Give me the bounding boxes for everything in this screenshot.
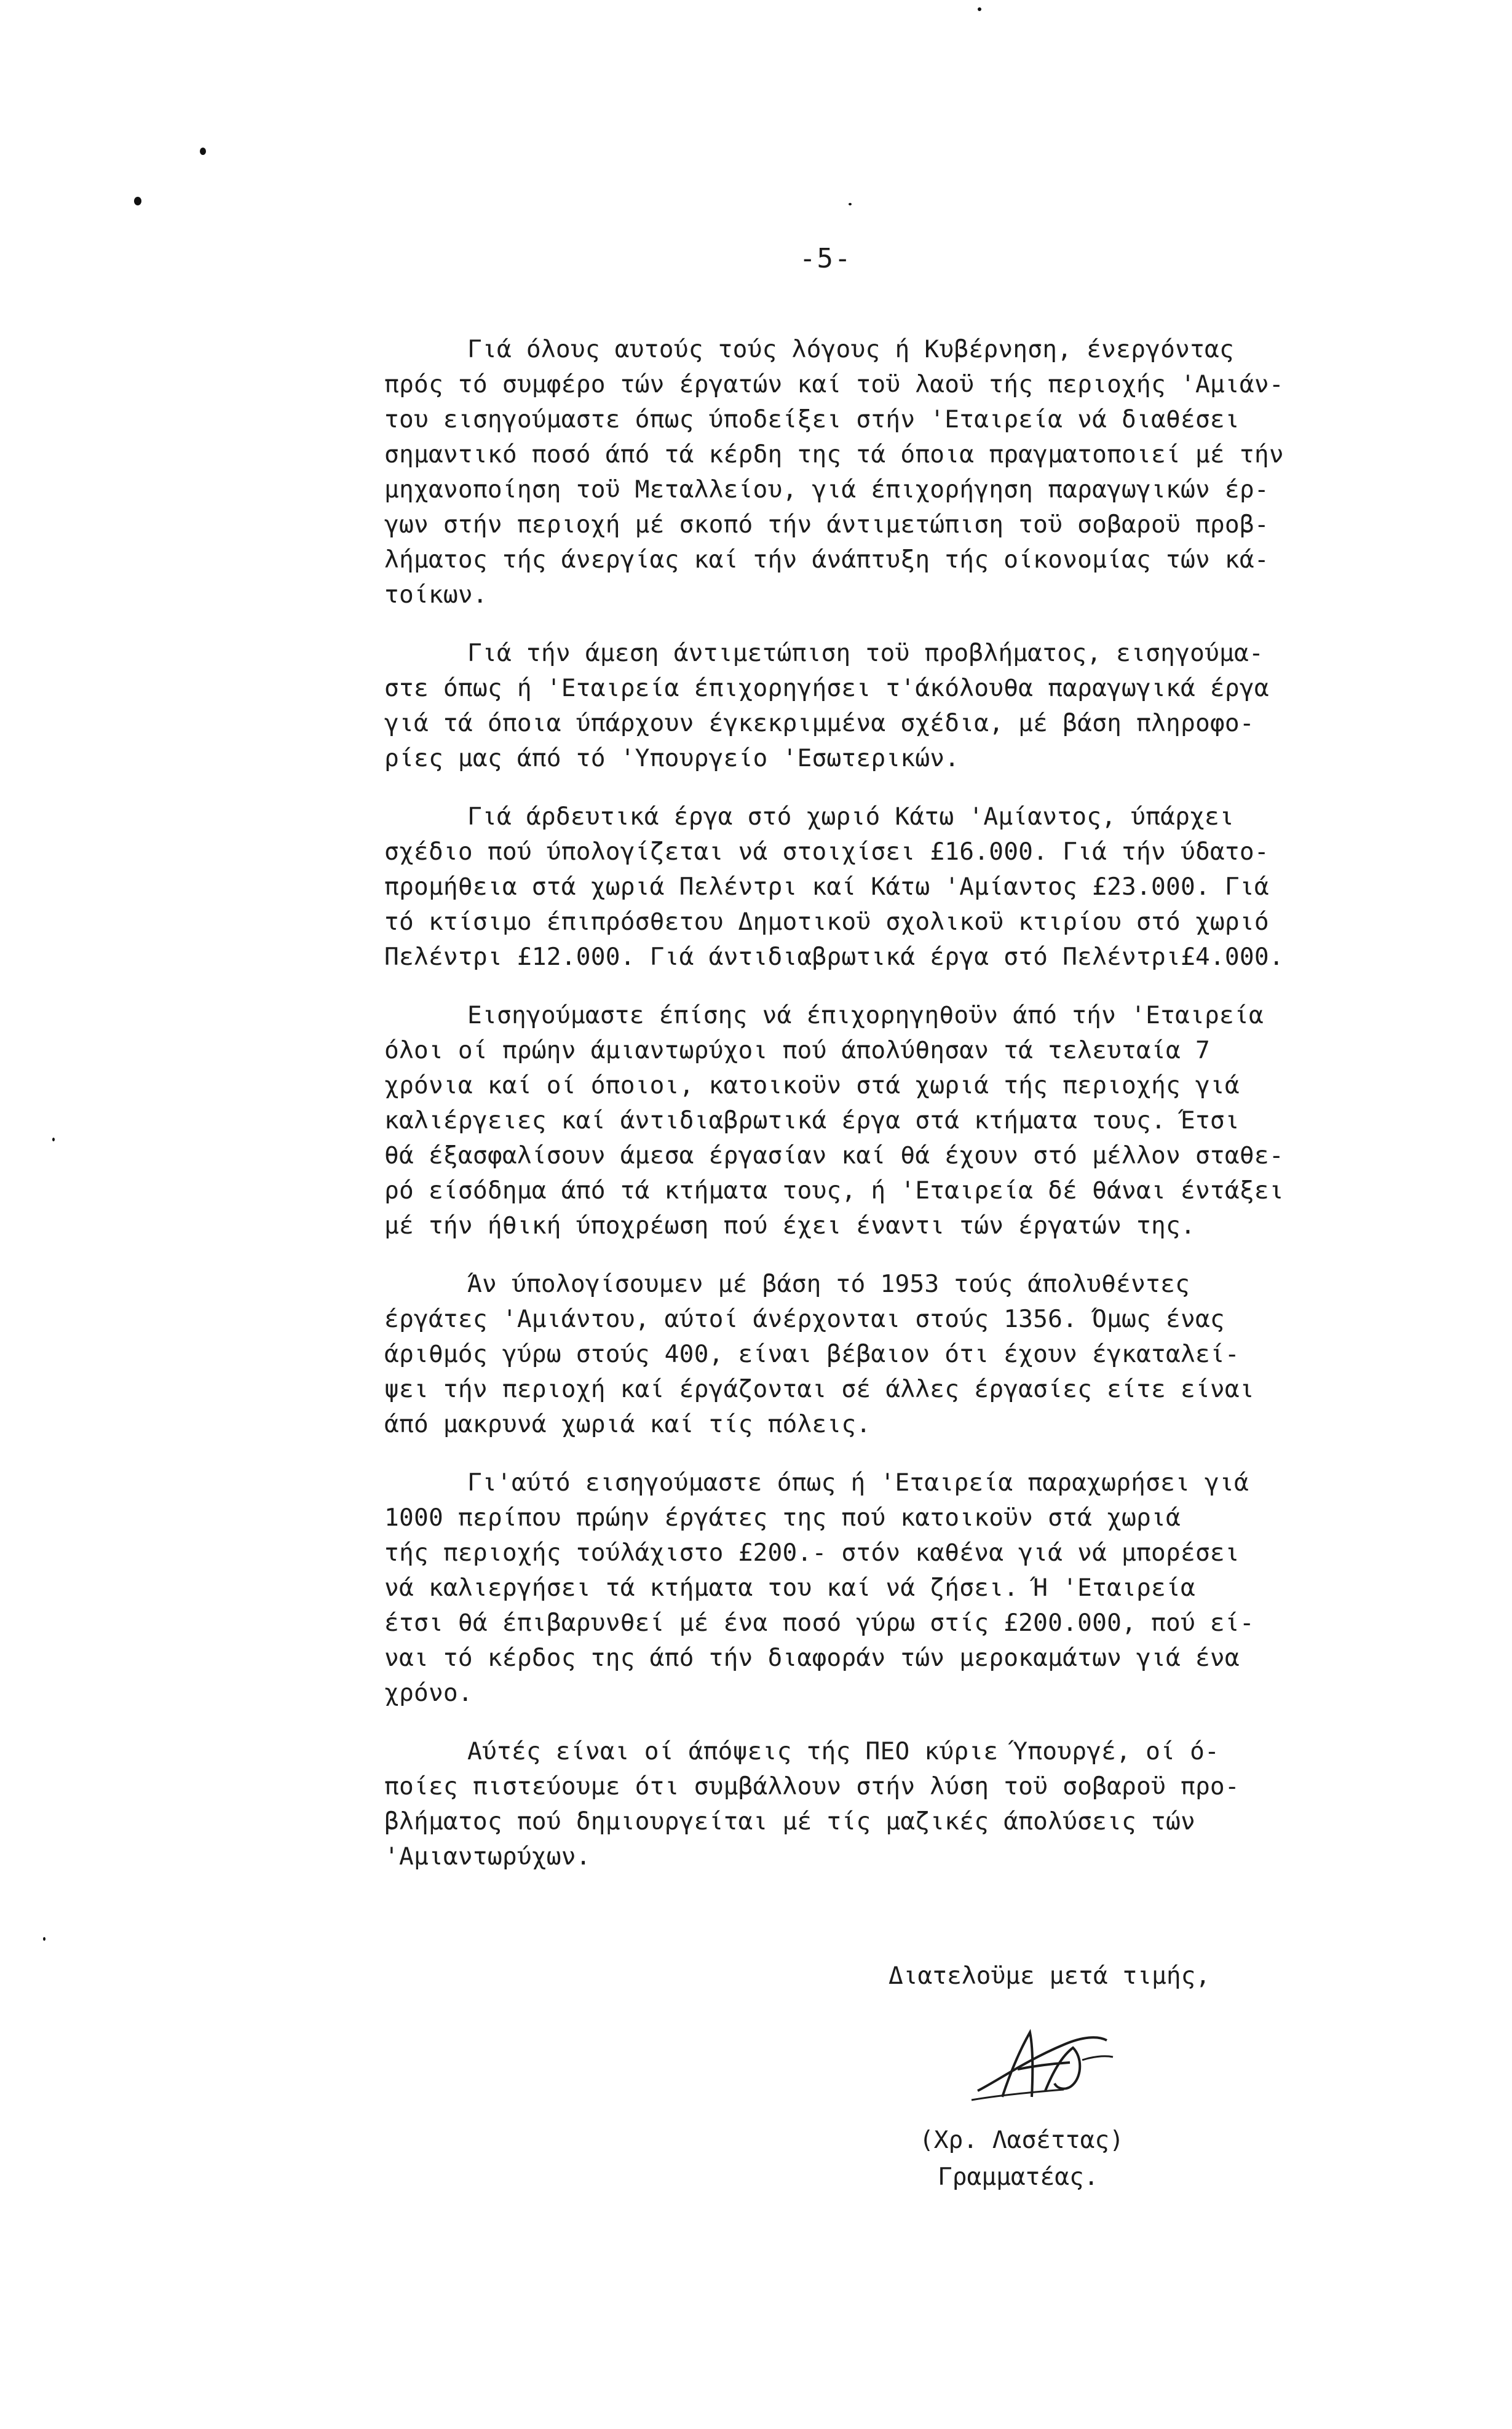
body-line: λήματος τής άνεργίας καί τήν άνάπτυξη τής οίκονομίας τών κά-	[384, 545, 1269, 574]
signer-title: Γραμματέας.	[938, 2163, 1099, 2191]
body-line: Γιά άρδευτικά έργα στό χωριό Κάτω 'Αμίαντος, ύπάρχει	[467, 802, 1235, 831]
scan-speck	[52, 1138, 55, 1141]
body-line: τοίκων.	[384, 581, 488, 609]
body-line: Αύτές είναι οί άπόψεις τής ΠΕΟ κύριε Ύπουργέ, οί ό-	[467, 1737, 1220, 1765]
page-number: -5-	[799, 243, 852, 274]
body-line: άπό μακρυνά χωριά καί τίς πόλεις.	[384, 1410, 871, 1438]
scan-speck	[978, 7, 981, 11]
body-line: τής περιοχής τούλάχιστο £200.- στόν καθένα γιά νά μπορέσει	[384, 1539, 1240, 1567]
body-line: του εισηγούμαστε όπως ύποδείξει στήν 'Εταιρεία νά διαθέσει	[384, 405, 1240, 434]
body-line: έτσι θά έπιβαρυνθεί μέ ένα ποσό γύρω στίς £200.000, πού εί-	[384, 1609, 1254, 1637]
body-line: μηχανοποίηση τοϋ Μεταλλείου, γιά έπιχορήγηση παραγωγικών έρ-	[384, 475, 1269, 504]
body-line: έργάτες 'Αμιάντου, αύτοί άνέρχονται στούς 1356. Όμως ένας	[384, 1305, 1225, 1333]
body-line: 1000 περίπου πρώην έργάτες της πού κατοικοϋν στά χωριά	[384, 1504, 1181, 1532]
body-line: ρό είσόδημα άπό τά κτήματα τους, ή 'Εταιρεία δέ θάναι έντάξει	[384, 1176, 1284, 1205]
body-line: Πελέντρι £12.000. Γιά άντιδιαβρωτικά έργα στό Πελέντρι£4.000.	[384, 943, 1284, 971]
body-line: καλιέργειες καί άντιδιαβρωτικά έργα στά κτήματα τους. Έτσι	[384, 1106, 1240, 1135]
body-line: Γι'αύτό εισηγούμαστε όπως ή 'Εταιρεία παραχωρήσει γιά	[467, 1468, 1249, 1497]
body-line: σχέδιο πού ύπολογίζεται νά στοιχίσει £16.000. Γιά τήν ύδατο-	[384, 838, 1269, 866]
body-line: γων στήν περιοχή μέ σκοπό τήν άντιμετώπιση τοϋ σοβαροϋ προβ-	[384, 510, 1269, 539]
body-line: 'Αμιαντωρύχων.	[384, 1842, 591, 1871]
letter-body	[384, 332, 1393, 1874]
body-line: Γιά όλους αυτούς τούς λόγους ή Κυβέρνηση, ένεργόντας	[467, 335, 1235, 363]
body-line: γιά τά όποια ύπάρχουν έγκεκριμμένα σχέδια, μέ βάση πληροφο-	[384, 709, 1254, 737]
body-line: μέ τήν ήθική ύποχρέωση πού έχει έναντι τών έργατών της.	[384, 1211, 1195, 1240]
body-line: όλοι οί πρώην άμιαντωρύχοι πού άπολύθησαν τά τελευταία 7	[384, 1036, 1210, 1064]
signer-name: (Χρ. Λασέττας)	[919, 2126, 1124, 2154]
scan-speck	[134, 197, 141, 205]
body-line: πρός τό συμφέρο τών έργατών καί τοϋ λαοϋ τής περιοχής 'Αμιάν-	[384, 370, 1284, 398]
handwritten-signature-icon	[959, 2023, 1119, 2109]
body-line: τό κτίσιμο έπιπρόσθετου Δημοτικοϋ σχολικοϋ κτιρίου στό χωριό	[384, 908, 1269, 936]
body-line: ναι τό κέρδος της άπό τήν διαφοράν τών μεροκαμάτων γιά ένα	[384, 1644, 1240, 1672]
body-line: χρόνια καί οί όποιοι, κατοικοϋν στά χωριά τής περιοχής γιά	[384, 1071, 1240, 1100]
body-line: βλήματος πού δημιουργείται μέ τίς μαζικές άπολύσεις τών	[384, 1807, 1195, 1836]
scan-speck	[43, 1937, 46, 1941]
body-line: ποίες πιστεύουμε ότι συμβάλλουν στήν λύση τοϋ σοβαροϋ προ-	[384, 1772, 1240, 1801]
body-line: Γιά τήν άμεση άντιμετώπιση τοϋ προβλήματος, εισηγούμα-	[467, 639, 1264, 667]
body-line: νά καλιεργήσει τά κτήματα του καί νά ζήσει. Ή 'Εταιρεία	[384, 1574, 1195, 1602]
scan-speck	[200, 148, 206, 155]
body-line: Άν ύπολογίσουμεν μέ βάση τό 1953 τούς άπολυθέντες	[467, 1270, 1190, 1298]
scan-speck	[849, 203, 852, 205]
body-line: στε όπως ή 'Εταιρεία έπιχορηγήσει τ'άκόλουθα παραγωγικά έργα	[384, 674, 1269, 702]
body-line: άριθμός γύρω στούς 400, είναι βέβαιον ότι έχουν έγκαταλεί-	[384, 1340, 1240, 1368]
body-line: Εισηγούμαστε έπίσης νά έπιχορηγηθοϋν άπό τήν 'Εταιρεία	[467, 1001, 1264, 1029]
body-line: ψει τήν περιοχή καί έργάζονται σέ άλλες έργασίες είτε είναι	[384, 1375, 1254, 1403]
body-line: χρόνο.	[384, 1679, 473, 1707]
closing-salutation: Διατελοϋμε μετά τιμής,	[889, 1962, 1211, 1990]
body-line: θά έξασφαλίσουν άμεσα έργασίαν καί θά έχουν στό μέλλον σταθε-	[384, 1141, 1284, 1170]
body-line: σημαντικό ποσό άπό τά κέρδη της τά όποια πραγματοποιεί μέ τήν	[384, 440, 1284, 469]
body-line: προμήθεια στά χωριά Πελέντρι καί Κάτω 'Αμίαντος £23.000. Γιά	[384, 873, 1269, 901]
body-line: ρίες μας άπό τό 'Υπουργείο 'Εσωτερικών.	[384, 744, 960, 772]
